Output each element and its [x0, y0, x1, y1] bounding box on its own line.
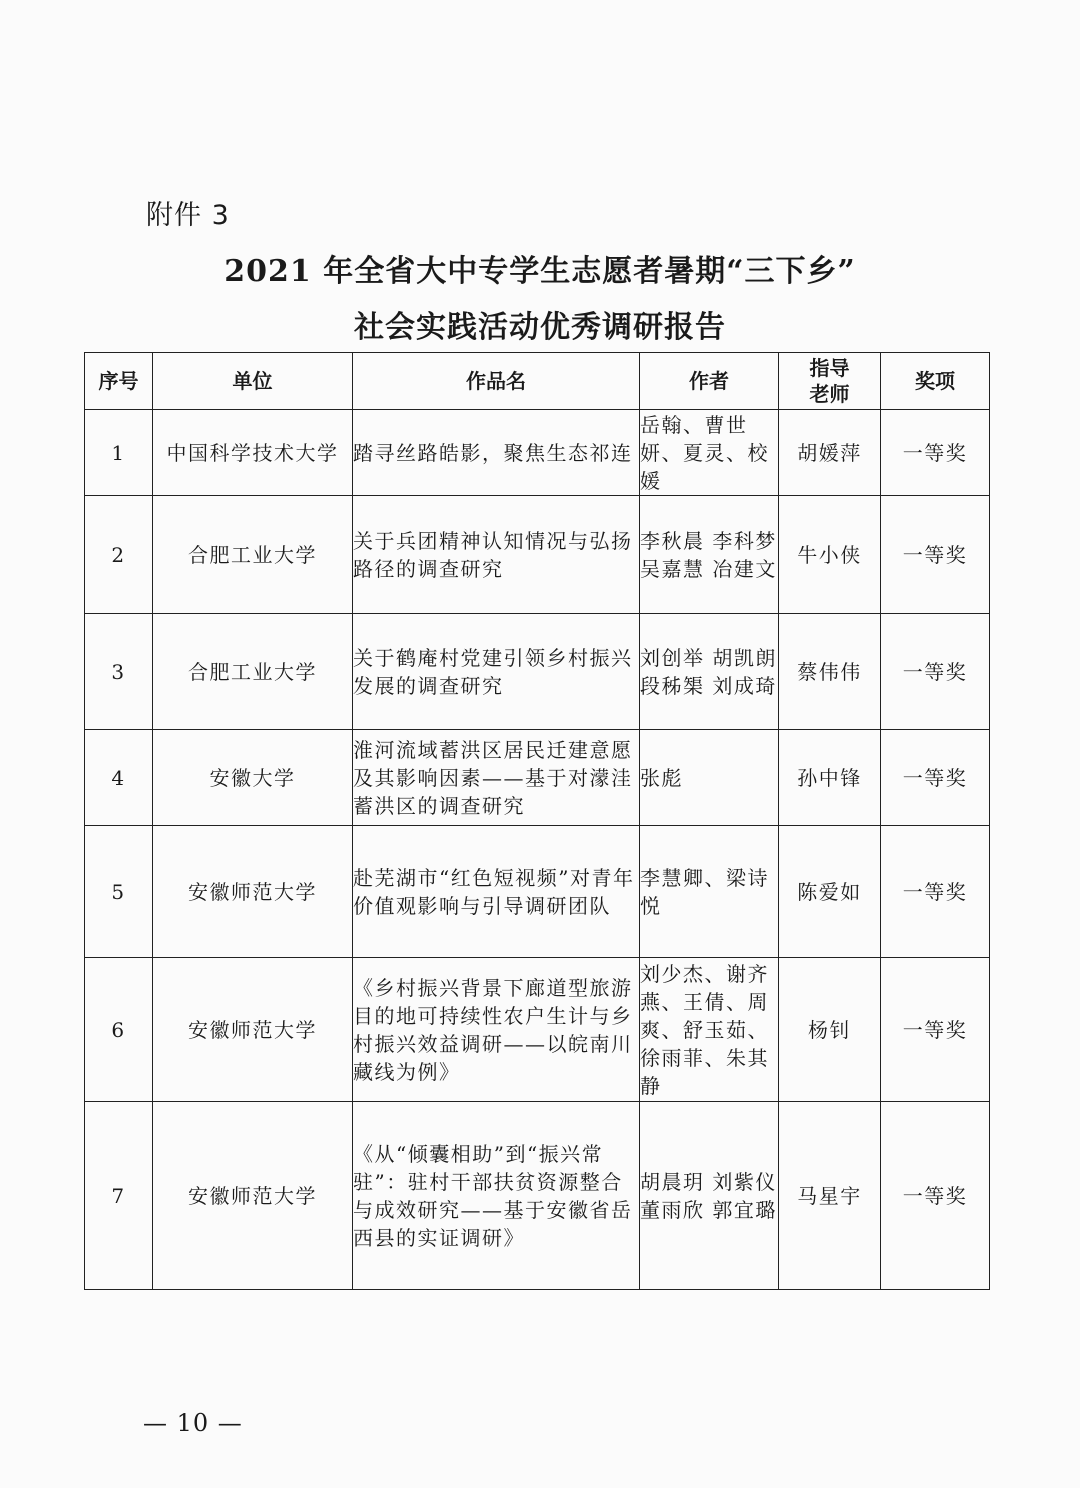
cell-title: 淮河流域蓄洪区居民迁建意愿及其影响因素——基于对濛洼蓄洪区的调查研究	[353, 730, 640, 826]
cell-title: 关于鹤庵村党建引领乡村振兴发展的调查研究	[353, 614, 640, 730]
document-title-line-2: 社会实践活动优秀调研报告	[354, 310, 726, 345]
cell-teacher: 蔡伟伟	[779, 614, 881, 730]
cell-title: 踏寻丝路皓影，聚焦生态祁连	[353, 410, 640, 496]
attachment-label: 附件 3	[146, 200, 230, 231]
cell-title: 赴芜湖市“红色短视频”对青年价值观影响与引导调研团队	[353, 826, 640, 958]
header-author: 作者	[640, 353, 779, 410]
table-row	[85, 496, 990, 614]
cell-no: 6	[85, 958, 153, 1102]
table-row	[85, 614, 990, 730]
cell-no: 5	[85, 826, 153, 958]
cell-unit: 安徽师范大学	[153, 958, 353, 1102]
cell-award: 一等奖	[881, 958, 990, 1102]
cell-award: 一等奖	[881, 730, 990, 826]
document-title-line-1: 2021 年全省大中专学生志愿者暑期“三下乡”	[224, 254, 856, 289]
cell-author: 李慧卿、梁诗悦	[640, 826, 779, 958]
cell-no: 4	[85, 730, 153, 826]
cell-teacher: 杨钊	[779, 958, 881, 1102]
header-unit: 单位	[153, 353, 353, 410]
header-teacher	[779, 353, 881, 410]
cell-unit: 安徽大学	[153, 730, 353, 826]
cell-teacher: 马星宇	[779, 1102, 881, 1290]
table-row	[85, 410, 990, 496]
cell-unit: 合肥工业大学	[153, 614, 353, 730]
cell-no: 3	[85, 614, 153, 730]
cell-author: 岳翰、曹世妍、夏灵、校媛	[640, 410, 779, 496]
cell-teacher: 陈爱如	[779, 826, 881, 958]
cell-award: 一等奖	[881, 410, 990, 496]
cell-author: 张彪	[640, 730, 779, 826]
table-row	[85, 730, 990, 826]
header-no: 序号	[85, 353, 153, 410]
header-award: 奖项	[881, 353, 990, 410]
cell-author: 刘创举 胡凯朗 段秭榘 刘成琦	[640, 614, 779, 730]
cell-unit: 安徽师范大学	[153, 826, 353, 958]
cell-award: 一等奖	[881, 614, 990, 730]
header-teacher-line-2: 老师	[809, 382, 850, 406]
header-title: 作品名	[353, 353, 640, 410]
cell-award: 一等奖	[881, 826, 990, 958]
cell-teacher: 胡媛萍	[779, 410, 881, 496]
cell-author: 胡晨玥 刘紫仪 董雨欣 郭宜璐	[640, 1102, 779, 1290]
page-number: — 10 —	[143, 1409, 243, 1437]
header-teacher-line-1: 指导	[809, 356, 850, 380]
table-header-row	[85, 353, 990, 410]
cell-no: 1	[85, 410, 153, 496]
cell-teacher: 孙中锋	[779, 730, 881, 826]
table-row	[85, 958, 990, 1102]
cell-no: 2	[85, 496, 153, 614]
cell-award: 一等奖	[881, 496, 990, 614]
cell-unit: 合肥工业大学	[153, 496, 353, 614]
cell-title: 《从“倾囊相助”到“振兴常驻”：驻村干部扶贫资源整合与成效研究——基于安徽省岳西县的实证调研》	[353, 1102, 640, 1290]
awards-table	[84, 352, 990, 1290]
table-row	[85, 1102, 990, 1290]
cell-award: 一等奖	[881, 1102, 990, 1290]
cell-no: 7	[85, 1102, 153, 1290]
cell-unit: 安徽师范大学	[153, 1102, 353, 1290]
cell-unit: 中国科学技术大学	[153, 410, 353, 496]
cell-author: 刘少杰、谢齐燕、王倩、周爽、舒玉茹、徐雨菲、朱其静	[640, 958, 779, 1102]
cell-author: 李秋晨 李科梦 吴嘉慧 冶建文	[640, 496, 779, 614]
table-row	[85, 826, 990, 958]
cell-title: 《乡村振兴背景下廊道型旅游目的地可持续性农户生计与乡村振兴效益调研——以皖南川藏线为例》	[353, 958, 640, 1102]
cell-teacher: 牛小侠	[779, 496, 881, 614]
cell-title: 关于兵团精神认知情况与弘扬路径的调查研究	[353, 496, 640, 614]
